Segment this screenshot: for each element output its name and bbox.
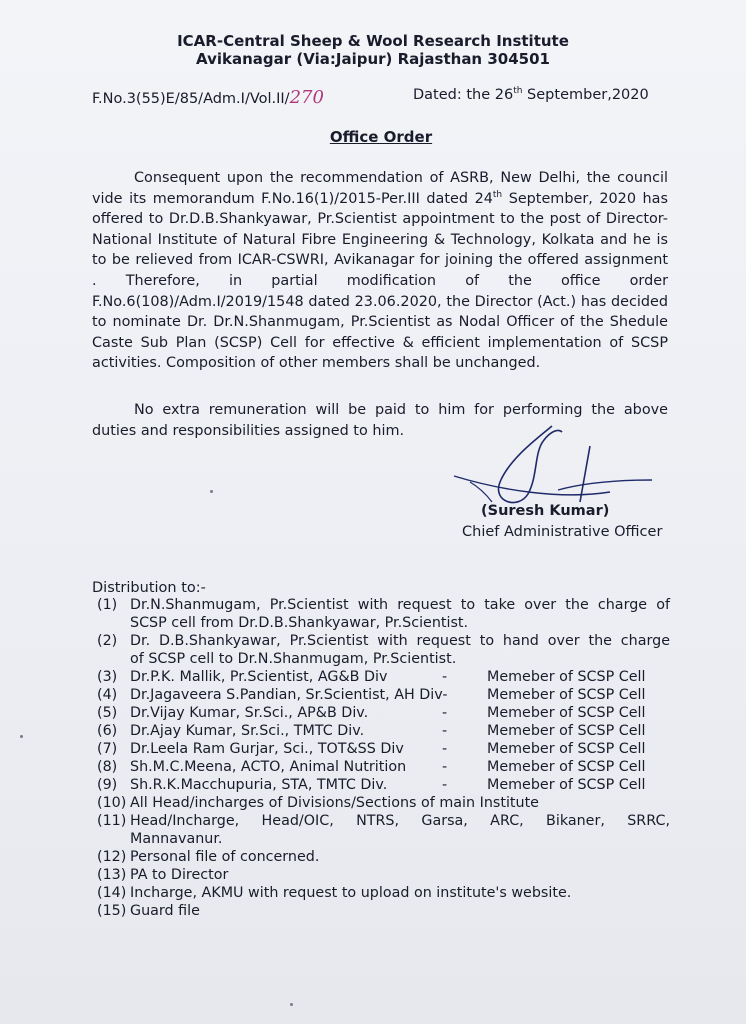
- body-paragraph-1: [92, 168, 668, 374]
- item-text: Personal file of concerned.: [130, 849, 320, 865]
- item-text: Head/Incharge, Head/OIC, NTRS, Garsa, ARC, Bikaner, SRRC,: [130, 813, 670, 829]
- file-number-prefix: F.No.3(55)E/85/Adm.I/Vol.II/: [92, 91, 290, 107]
- item-text: Sh.R.K.Macchupuria, STA, TMTC Div.: [130, 777, 388, 793]
- item-number: (12): [97, 849, 127, 865]
- item-role: Memeber of SCSP Cell: [487, 669, 646, 685]
- list-item: [92, 704, 646, 722]
- item-number: (4): [97, 687, 118, 703]
- order-date: [413, 87, 649, 103]
- item-number: (13): [97, 867, 127, 883]
- item-dash: -: [442, 669, 448, 685]
- list-item-continuation: Mannavanur.: [130, 831, 223, 847]
- scan-speck: [20, 735, 23, 738]
- item-dash: -: [442, 705, 448, 721]
- item-role: Memeber of SCSP Cell: [487, 723, 646, 739]
- scan-speck: [210, 490, 213, 493]
- item-text: Dr.Leela Ram Gurjar, Sci., TOT&SS Div: [130, 741, 404, 757]
- institute-name: ICAR-Central Sheep & Wool Research Institute: [177, 32, 569, 50]
- para2-text: No extra remuneration will be paid to him for performing the above duties and responsibilities assigned to him.: [92, 402, 668, 439]
- item-number: (9): [97, 777, 118, 793]
- institute-address: Avikanagar (Via:Jaipur) Rajasthan 304501: [196, 50, 550, 68]
- para1-part-a: Consequent upon the recommendation of ASRB, New Delhi, the council vide its memorandum F.No.16(1)/2015-Per.III dated 24: [92, 170, 668, 207]
- item-number: (8): [97, 759, 118, 775]
- item-number: (10): [97, 795, 127, 811]
- item-number: (15): [97, 903, 127, 919]
- item-role: Memeber of SCSP Cell: [487, 759, 646, 775]
- list-item: [92, 776, 646, 794]
- item-text: Guard file: [130, 903, 200, 919]
- item-number: (11): [97, 813, 127, 829]
- item-role: Memeber of SCSP Cell: [487, 687, 646, 703]
- document-title: Office Order: [329, 128, 433, 146]
- list-item: [92, 902, 468, 920]
- scan-speck: [290, 1003, 293, 1006]
- list-item: [92, 848, 468, 866]
- distribution-heading: Distribution to:-: [92, 580, 206, 596]
- item-role: Memeber of SCSP Cell: [487, 705, 646, 721]
- item-dash: -: [442, 723, 448, 739]
- item-number: (3): [97, 669, 118, 685]
- list-item: [92, 884, 572, 902]
- file-number: [92, 87, 324, 108]
- signatory-designation: Chief Administrative Officer: [462, 524, 663, 540]
- list-item-continuation: of SCSP cell to Dr.N.Shanmugam, Pr.Scientist.: [130, 651, 457, 667]
- signatory-name: (Suresh Kumar): [481, 503, 610, 519]
- list-item: [92, 632, 670, 650]
- date-sup: th: [513, 86, 523, 97]
- item-number: (1): [97, 597, 118, 613]
- list-item: [92, 722, 646, 740]
- para1-part-b: September, 2020 has offered to Dr.D.B.Shankyawar, Pr.Scientist appointment to the post of Director-National Institute of Natural Fibre Engineering & Technology, Kolkata and he is to be relieved from ICAR-CSWRI, Avikanagar for joining the offered assignment . Therefore, in partial modification of the office order F.No.6(108)/Adm.I/2019/1548 dated 23.06.2020, the Director (Act.) has decided to nominate Dr. Dr.N.Shanmugam, Pr.Scientist as Nodal Officer of the Shedule Caste Sub Plan (SCSP) Cell for effective & efficient implementation of SCSP activities. Composition of other members shall be unchanged.: [92, 190, 668, 372]
- list-item: [92, 740, 646, 758]
- item-number: (5): [97, 705, 118, 721]
- item-text: Dr.N.Shanmugam, Pr.Scientist with request to take over the charge of: [130, 597, 670, 613]
- para1-sup: th: [492, 189, 503, 200]
- distribution-list: [92, 596, 670, 920]
- item-text: Dr.Jagaveera S.Pandian, Sr.Scientist, AH Div-: [130, 687, 448, 703]
- list-item: [92, 794, 539, 812]
- list-item: [92, 758, 646, 776]
- item-role: Memeber of SCSP Cell: [487, 741, 646, 757]
- list-item-continuation: SCSP cell from Dr.D.B.Shankyawar, Pr.Scientist.: [130, 615, 469, 631]
- item-text: PA to Director: [130, 867, 229, 883]
- list-item: [92, 668, 646, 686]
- item-dash: -: [442, 741, 448, 757]
- date-suffix: September,2020: [522, 87, 649, 103]
- item-text: All Head/incharges of Divisions/Sections of main Institute: [130, 795, 539, 811]
- item-number: (14): [97, 885, 127, 901]
- item-number: (7): [97, 741, 118, 757]
- item-number: (2): [97, 633, 118, 649]
- item-role: Memeber of SCSP Cell: [487, 777, 646, 793]
- item-dash: -: [442, 777, 448, 793]
- item-dash: -: [442, 759, 448, 775]
- list-item: [92, 596, 670, 614]
- list-item: [92, 866, 468, 884]
- item-text: Dr. D.B.Shankyawar, Pr.Scientist with request to hand over the charge: [130, 633, 670, 649]
- list-item: [92, 812, 670, 830]
- item-text: Dr.P.K. Mallik, Pr.Scientist, AG&B Div: [130, 669, 388, 685]
- item-text: Dr.Ajay Kumar, Sr.Sci., TMTC Div.: [130, 723, 365, 739]
- handwritten-number: 270: [289, 87, 324, 108]
- item-text: Dr.Vijay Kumar, Sr.Sci., AP&B Div.: [130, 705, 369, 721]
- item-text: Sh.M.C.Meena, ACTO, Animal Nutrition: [130, 759, 407, 775]
- item-text: Incharge, AKMU with request to upload on institute's website.: [130, 885, 572, 901]
- item-number: (6): [97, 723, 118, 739]
- date-prefix: Dated: the 26: [413, 87, 514, 103]
- list-item: [92, 686, 646, 704]
